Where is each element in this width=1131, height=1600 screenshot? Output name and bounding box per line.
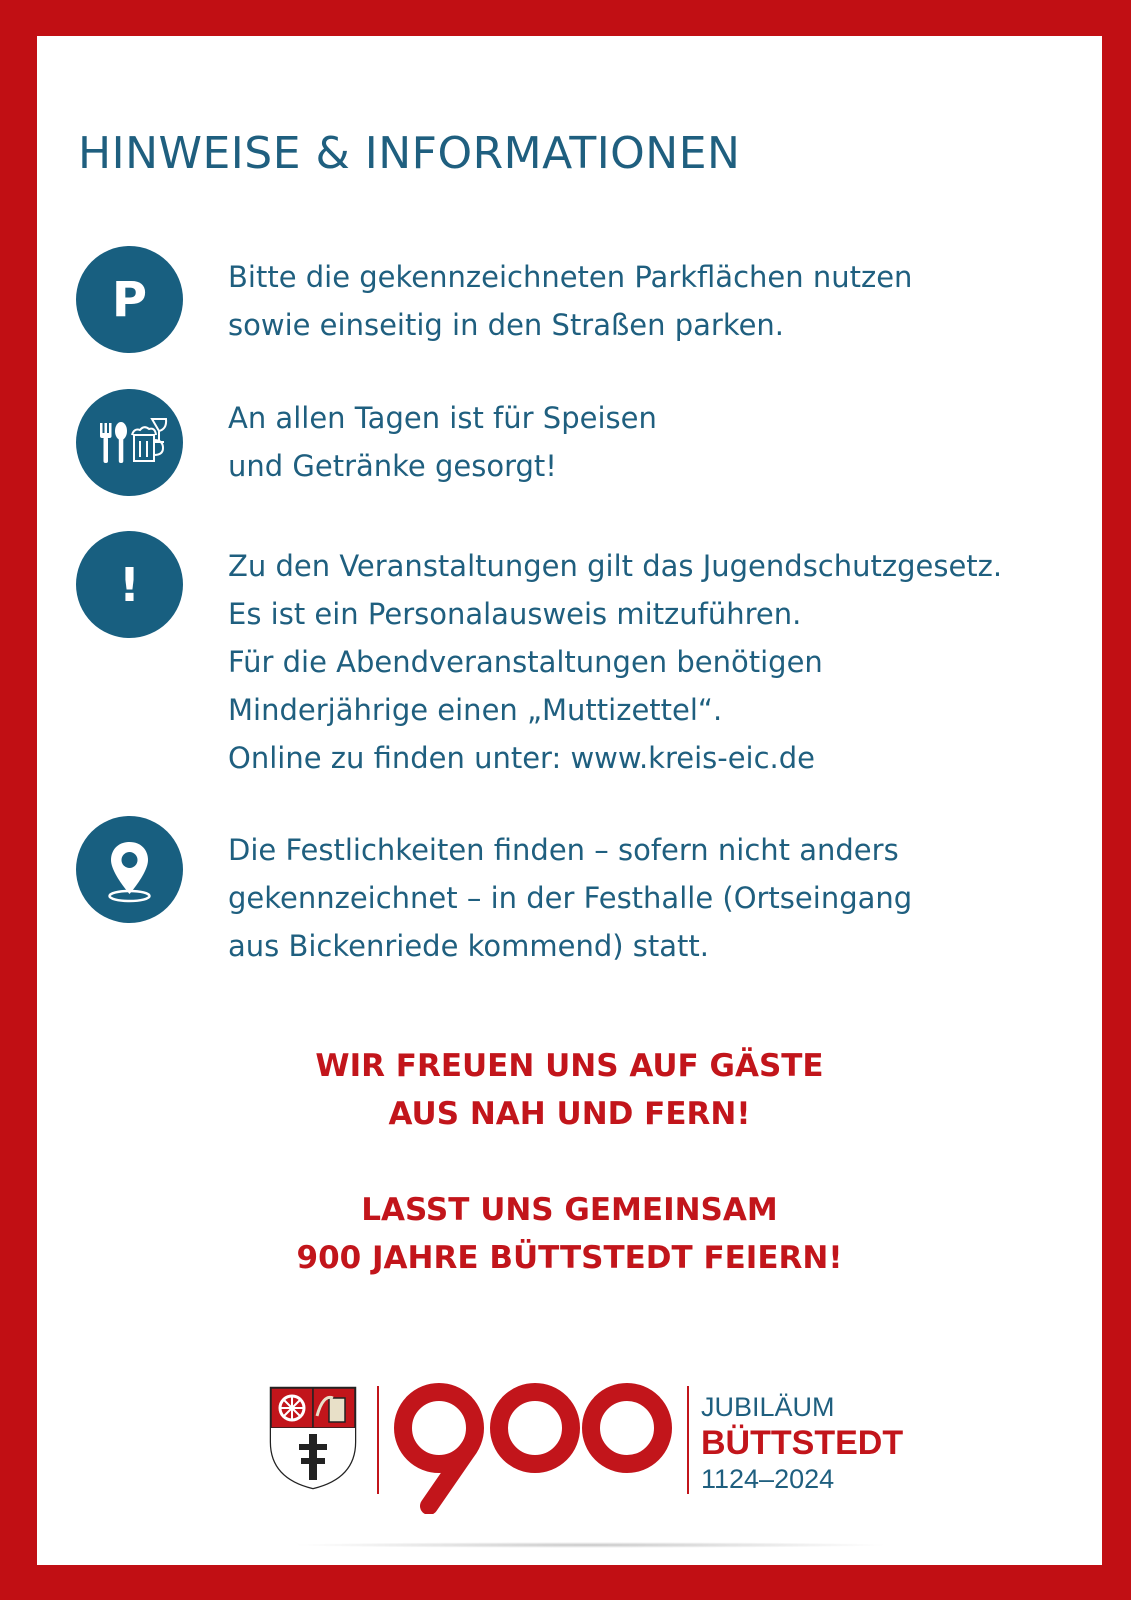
info-line: aus Bickenriede kommend) statt. [228, 929, 710, 963]
logo-shadow [291, 1542, 891, 1548]
parking-icon-letter: P [111, 271, 148, 328]
info-item-youth-protection [228, 542, 1002, 782]
exclamation-icon [76, 531, 183, 638]
info-sheet [37, 36, 1102, 1565]
info-line: gekennzeichnet – in der Festhalle (Ortseingang [228, 881, 913, 915]
jubilee-900-graphic [387, 1378, 681, 1514]
closing-line: WIR FREUEN UNS AUF GÄSTE [315, 1048, 824, 1084]
location-pin-icon [76, 816, 183, 923]
info-item-food [228, 394, 657, 490]
info-line: Minderjährige einen „Muttizettel“. [228, 693, 723, 727]
logo-text-block [701, 1390, 903, 1496]
location-pin-icon-graphic [76, 816, 183, 923]
logo-jubilaeum: JUBILÄUM [701, 1392, 835, 1422]
logo-divider [377, 1386, 379, 1494]
info-line: Online zu finden unter: www.kreis-eic.de [228, 741, 816, 775]
logo-divider [687, 1386, 689, 1494]
info-line: Die Festlichkeiten finden – sofern nicht anders [228, 833, 899, 867]
info-line: Es ist ein Personalausweis mitzuführen. [228, 597, 802, 631]
info-item-parking [228, 253, 912, 349]
food-drink-icon [76, 389, 183, 496]
jubilee-logo [269, 1374, 904, 1556]
closing-line: 900 JAHRE BÜTTSTEDT FEIERN! [296, 1240, 843, 1276]
info-line: sowie einseitig in den Straßen parken. [228, 308, 785, 342]
coat-of-arms-icon [269, 1386, 357, 1490]
closing-line: LASST UNS GEMEINSAM [361, 1192, 778, 1228]
closing-message-welcome [37, 1042, 1102, 1138]
info-line: An allen Tagen ist für Speisen [228, 401, 657, 435]
page-title: HINWEISE & INFORMATIONEN [78, 128, 741, 179]
parking-icon [76, 246, 183, 353]
info-line: Bitte die gekennzeichneten Parkflächen nutzen [228, 260, 913, 294]
info-line: Zu den Veranstaltungen gilt das Jugendschutzgesetz. [228, 549, 1003, 583]
info-line: und Getränke gesorgt! [228, 449, 557, 483]
exclamation-icon-letter: ! [119, 557, 140, 612]
closing-message-celebrate [37, 1186, 1102, 1282]
info-item-location [228, 826, 912, 970]
logo-years: 1124–2024 [701, 1464, 835, 1494]
logo-place: BÜTTSTEDT [701, 1424, 904, 1462]
info-line: Für die Abendveranstaltungen benötigen [228, 645, 823, 679]
food-drink-icon-graphic [76, 389, 183, 496]
closing-line: AUS NAH UND FERN! [388, 1096, 751, 1132]
